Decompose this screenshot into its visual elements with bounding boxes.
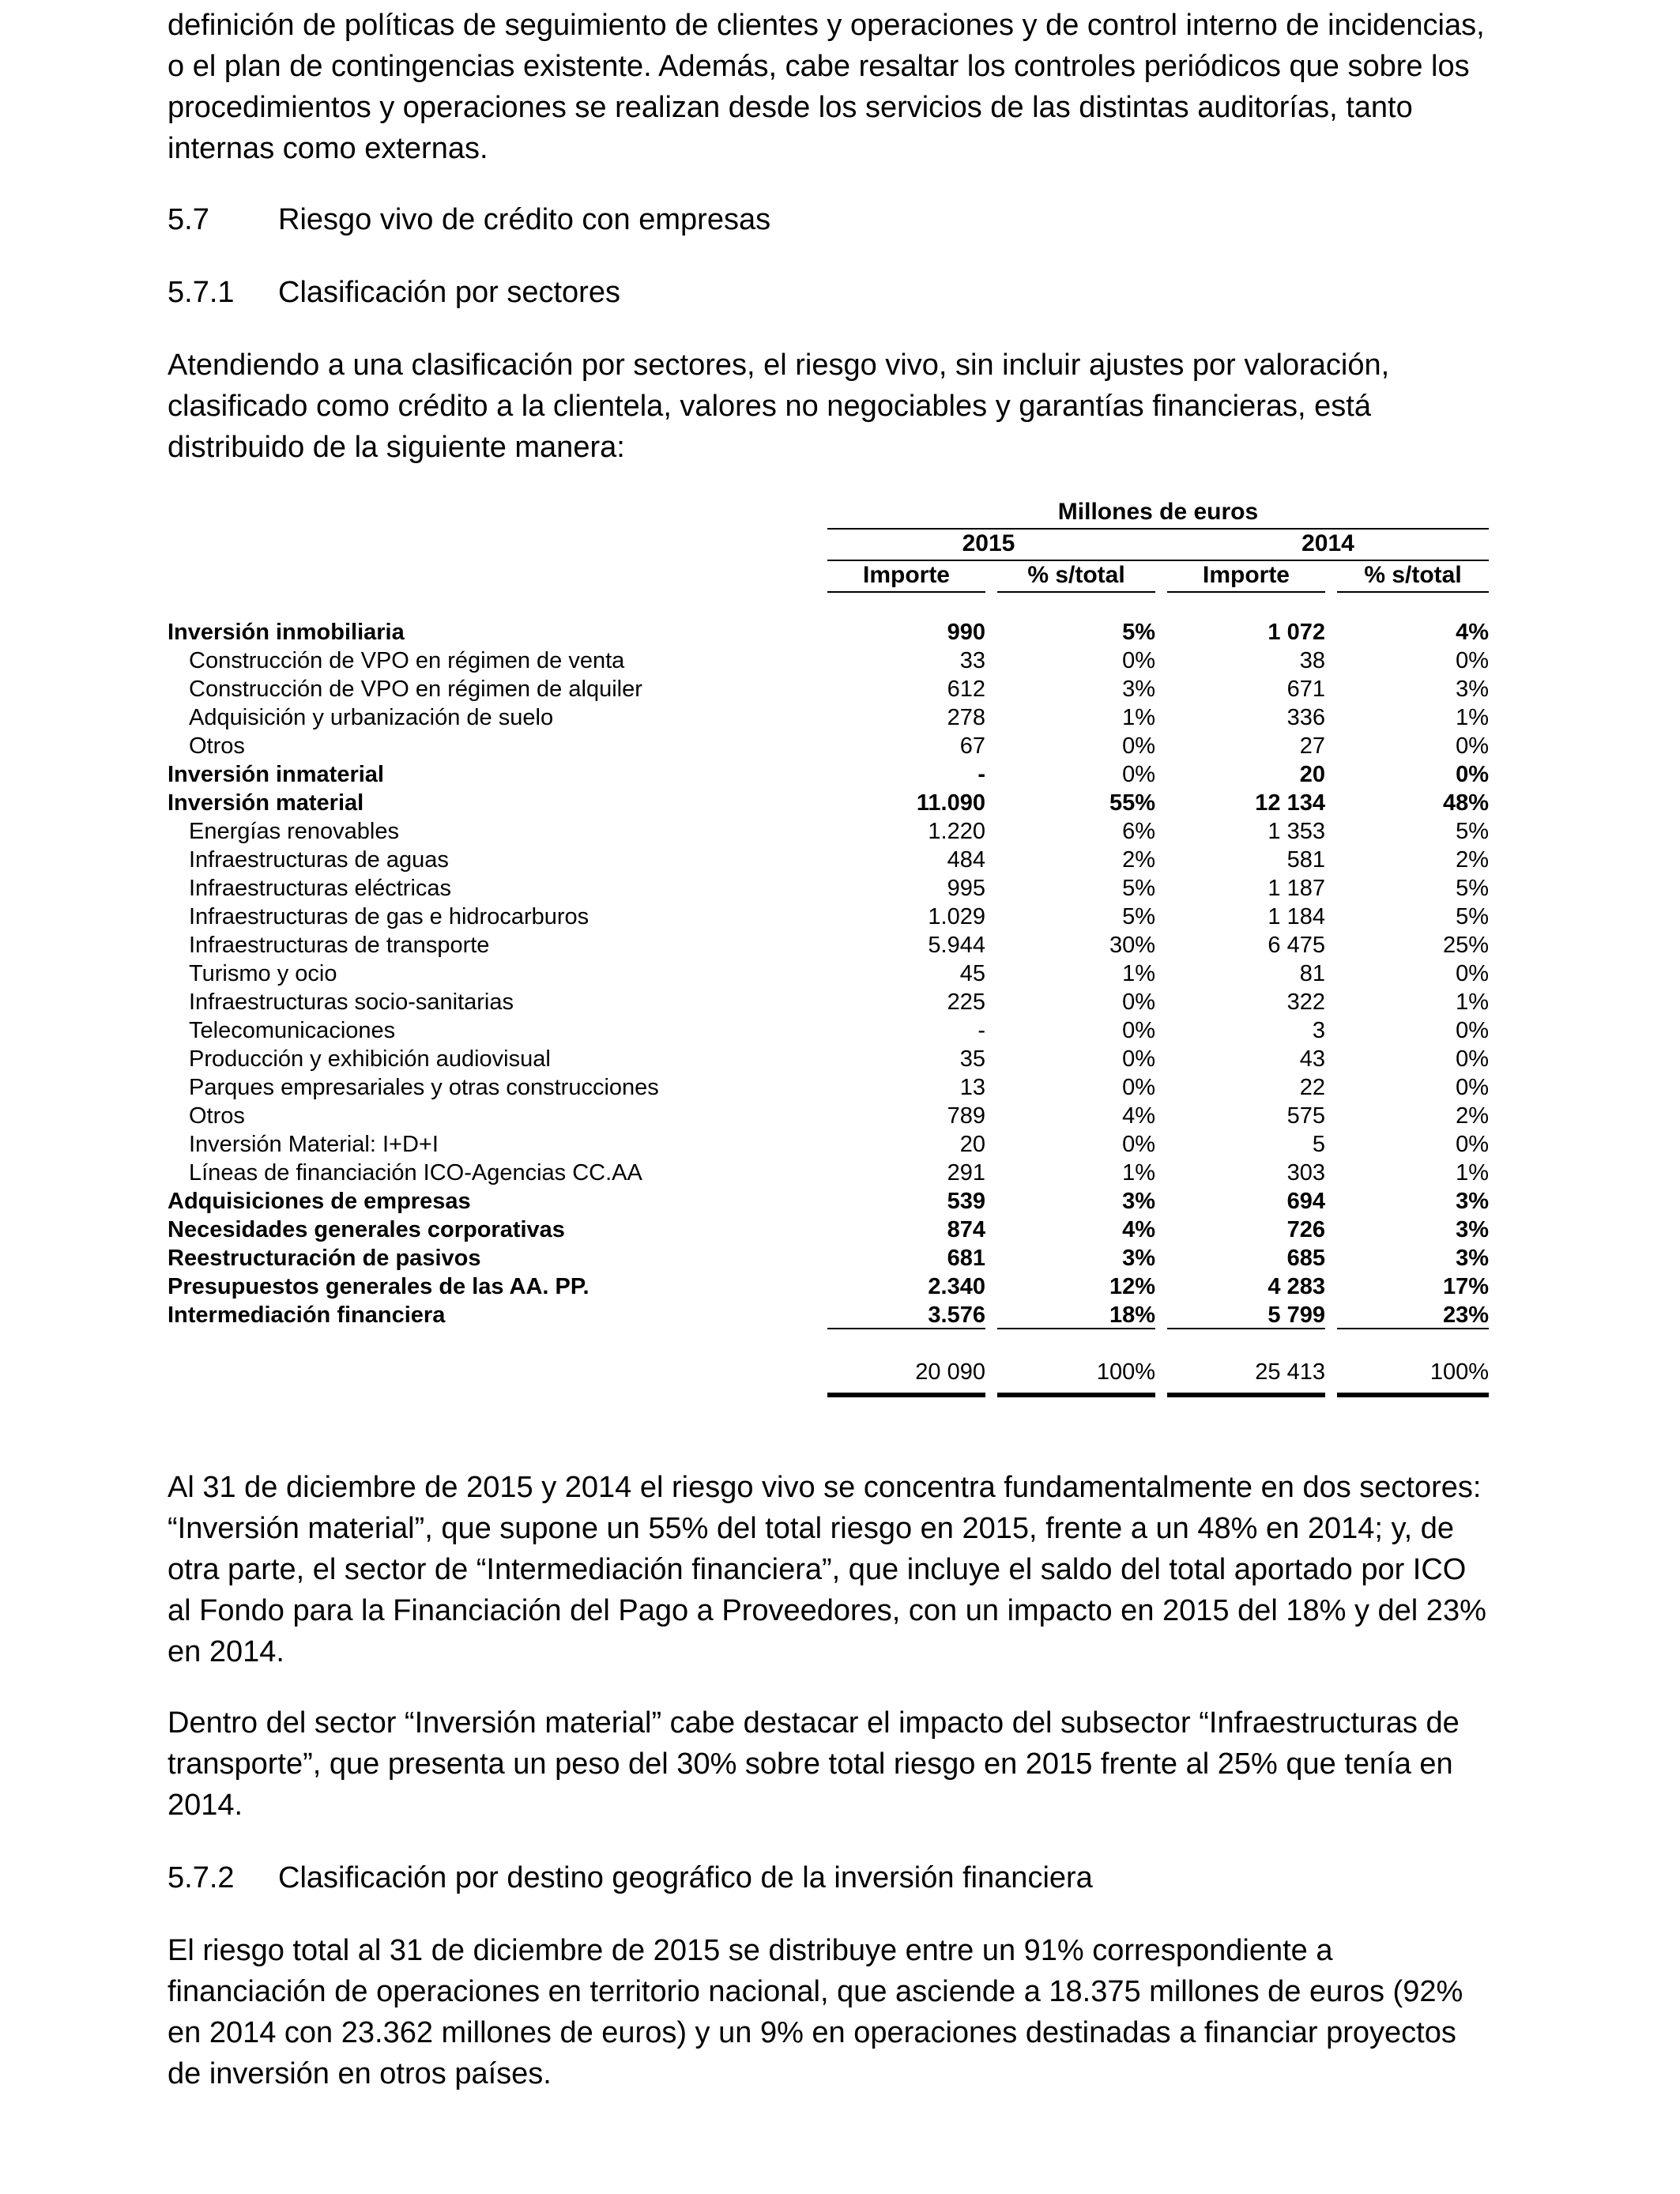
pct-2015: 30%	[1109, 933, 1155, 958]
importe-2015: 35	[959, 1046, 985, 1072]
col-header-importe-2015: Importe	[862, 562, 950, 588]
year-header-2015: 2015	[962, 530, 1015, 556]
row-label: Líneas de financiación ICO-Agencias CC.AA	[189, 1160, 642, 1186]
pct-2014: 0%	[1456, 1018, 1489, 1043]
subtotal-rule	[1167, 1328, 1325, 1329]
pct-2014: 1%	[1456, 990, 1489, 1015]
importe-2015: 990	[947, 620, 985, 645]
table-row	[168, 1102, 1495, 1130]
table-row	[168, 647, 1495, 675]
importe-2014: 27	[1299, 733, 1325, 759]
importe-2014: 322	[1286, 990, 1325, 1015]
pct-2015: 0%	[1122, 1132, 1155, 1157]
row-label: Otros	[189, 733, 245, 759]
table-row	[168, 817, 1495, 846]
table-row	[168, 988, 1495, 1016]
row-label: Inversión inmaterial	[168, 762, 384, 787]
importe-2015: 681	[947, 1246, 985, 1271]
importe-2015: 612	[947, 677, 985, 702]
importe-2014: 38	[1299, 648, 1325, 673]
importe-2015: 995	[947, 876, 985, 901]
table-row	[168, 874, 1495, 903]
total-pct-2015: 100%	[1096, 1359, 1155, 1385]
importe-2014: 1 072	[1268, 620, 1325, 645]
col-rule	[1167, 591, 1325, 593]
importe-2014: 22	[1299, 1075, 1325, 1100]
importe-2014: 726	[1286, 1217, 1325, 1242]
importe-2014: 6 475	[1268, 933, 1325, 958]
row-label: Producción y exhibición audiovisual	[189, 1046, 551, 1072]
table-row	[168, 903, 1495, 931]
pct-2015: 0%	[1122, 1046, 1155, 1072]
row-label: Adquisición y urbanización de suelo	[189, 705, 554, 730]
importe-2014: 20	[1299, 762, 1325, 787]
pct-2014: 3%	[1456, 1246, 1489, 1271]
importe-2015: 278	[947, 705, 985, 730]
table-row	[168, 618, 1495, 647]
importe-2014: 81	[1299, 961, 1325, 986]
table-row	[168, 1301, 1495, 1329]
pct-2014: 1%	[1456, 1160, 1489, 1186]
sector-classification-paragraph: Atendiendo a una clasificación por sectores, el riesgo vivo, sin incluir ajustes por valoración, clasificado como crédito a la clientela, valores no negociables y garantías financieras, está distribuido de la siguiente manera:	[168, 349, 1390, 464]
importe-2015: 20	[959, 1132, 985, 1157]
importe-2014: 685	[1286, 1246, 1325, 1271]
pct-2014: 4%	[1456, 620, 1489, 645]
pct-2015: 0%	[1122, 1075, 1155, 1100]
importe-2014: 581	[1286, 847, 1325, 873]
pct-2015: 6%	[1122, 819, 1155, 844]
pct-2014: 5%	[1456, 819, 1489, 844]
table-row	[168, 675, 1495, 703]
row-label: Construcción de VPO en régimen de venta	[189, 648, 625, 673]
pct-2014: 3%	[1456, 1189, 1489, 1214]
pct-2015: 0%	[1122, 733, 1155, 759]
col-rule	[827, 591, 985, 593]
transport-paragraph: Dentro del sector “Inversión material” cabe destacar el impacto del subsector “Infraestructuras de transporte”, que presenta un peso del 30% sobre total riesgo en 2015 frente al 25% que tenía en 2014.	[168, 1706, 1460, 1822]
importe-2015: 789	[947, 1103, 985, 1129]
row-label: Energías renovables	[189, 819, 399, 844]
section-5-7-1-heading	[168, 272, 620, 313]
table-row	[168, 1073, 1495, 1102]
subtotal-rule	[997, 1328, 1155, 1329]
unit-header: Millones de euros	[1057, 499, 1259, 525]
row-label: Construcción de VPO en régimen de alquiler	[189, 677, 642, 702]
pct-2014: 5%	[1456, 904, 1489, 929]
pct-2015: 4%	[1122, 1103, 1155, 1129]
pct-2015: 12%	[1109, 1274, 1155, 1299]
total-double-rule	[1337, 1393, 1489, 1397]
importe-2014: 3	[1312, 1018, 1325, 1043]
importe-2015: 13	[959, 1075, 985, 1100]
importe-2014: 5	[1312, 1132, 1325, 1157]
pct-2014: 0%	[1456, 648, 1489, 673]
table-row	[168, 1244, 1495, 1272]
row-label: Adquisiciones de empresas	[168, 1189, 471, 1214]
pct-2014: 25%	[1442, 933, 1489, 958]
row-label: Intermediación financiera	[168, 1302, 446, 1328]
pct-2014: 0%	[1456, 1075, 1489, 1100]
row-label: Infraestructuras eléctricas	[189, 876, 452, 901]
pct-2015: 1%	[1122, 961, 1155, 986]
row-label: Parques empresariales y otras construcciones	[189, 1075, 659, 1100]
importe-2014: 43	[1299, 1046, 1325, 1072]
pct-2015: 0%	[1122, 762, 1155, 787]
pct-2014: 2%	[1456, 847, 1489, 873]
subtotal-rule	[827, 1328, 985, 1329]
importe-2014: 1 187	[1268, 876, 1325, 901]
table-row	[168, 1016, 1495, 1045]
row-label: Reestructuración de pasivos	[168, 1246, 481, 1271]
importe-2015: 33	[959, 648, 985, 673]
importe-2014: 694	[1286, 1189, 1325, 1214]
importe-2014: 12 134	[1255, 790, 1325, 816]
table-row	[168, 846, 1495, 874]
importe-2015: 291	[947, 1160, 985, 1186]
row-label: Inversión inmobiliaria	[168, 620, 405, 645]
table-row	[168, 703, 1495, 732]
importe-2014: 575	[1286, 1103, 1325, 1129]
pct-2015: 1%	[1122, 705, 1155, 730]
importe-2015: 874	[947, 1217, 985, 1242]
concentration-paragraph: Al 31 de diciembre de 2015 y 2014 el riesgo vivo se concentra fundamentalmente en dos sectores: “Inversión material”, que supone un 55% del total riesgo en 2015, frente a un 48% en 2014; y, de otra parte, el sector de “Intermediación financiera”, que incluye el saldo del total aportado por ICO al Fondo para la Financiación del Pago a Proveedores, con un impacto en 2015 del 18% y del 23% en 2014.	[168, 1471, 1486, 1668]
table-row	[168, 732, 1495, 760]
pct-2014: 0%	[1456, 762, 1489, 787]
total-double-rule	[997, 1393, 1155, 1397]
importe-2014: 5 799	[1268, 1302, 1325, 1328]
pct-2014: 3%	[1456, 1217, 1489, 1242]
pct-2015: 1%	[1122, 1160, 1155, 1186]
section-number: 5.7	[168, 203, 209, 236]
table-row	[168, 1159, 1495, 1187]
row-label: Infraestructuras de gas e hidrocarburos	[189, 904, 590, 929]
total-double-rule	[827, 1393, 985, 1397]
importe-2014: 1 184	[1268, 904, 1325, 929]
importe-2015: 45	[959, 961, 985, 986]
total-pct-2014: 100%	[1430, 1359, 1489, 1385]
pct-2015: 3%	[1122, 677, 1155, 702]
table-row	[168, 1130, 1495, 1159]
pct-2014: 0%	[1456, 1046, 1489, 1072]
table-row	[168, 1045, 1495, 1073]
pct-2014: 1%	[1456, 705, 1489, 730]
pct-2015: 4%	[1122, 1217, 1155, 1242]
row-label: Otros	[189, 1103, 245, 1129]
row-label: Telecomunicaciones	[189, 1018, 396, 1043]
importe-2015: -	[977, 762, 985, 787]
importe-2014: 671	[1286, 677, 1325, 702]
importe-2015: 11.090	[916, 790, 985, 816]
importe-2015: 1.220	[928, 819, 985, 844]
pct-2015: 0%	[1122, 1018, 1155, 1043]
pct-2014: 48%	[1442, 790, 1489, 816]
intro-paragraph: definición de políticas de seguimiento de clientes y operaciones y de control interno de incidencias, o el plan de contingencias existente. Además, cabe resaltar los controles periódicos que sobre los procedimientos y operaciones se realizan desde los servicios de las distintas auditorías, tanto internas como externas.	[168, 9, 1485, 165]
subtotal-rule	[1337, 1328, 1489, 1329]
importe-2014: 1 353	[1268, 819, 1325, 844]
section-number: 5.7.2	[168, 1861, 235, 1894]
table-row	[168, 1216, 1495, 1244]
table-row	[168, 1187, 1495, 1216]
importe-2015: 225	[947, 990, 985, 1015]
pct-2015: 0%	[1122, 990, 1155, 1015]
importe-2015: -	[977, 1018, 985, 1043]
importe-2015: 67	[959, 733, 985, 759]
section-5-7-heading	[168, 199, 770, 240]
importe-2015: 2.340	[928, 1274, 985, 1299]
pct-2015: 3%	[1122, 1246, 1155, 1271]
year-header-2014: 2014	[1301, 530, 1354, 556]
row-label: Inversión Material: I+D+I	[189, 1132, 439, 1157]
row-label: Infraestructuras socio-sanitarias	[189, 990, 514, 1015]
importe-2014: 4 283	[1268, 1274, 1325, 1299]
col-header-pct-2015: % s/total	[1027, 562, 1125, 588]
importe-2015: 1.029	[928, 904, 985, 929]
importe-2015: 539	[947, 1189, 985, 1214]
pct-2015: 2%	[1122, 847, 1155, 873]
geographic-paragraph: El riesgo total al 31 de diciembre de 2015 se distribuye entre un 91% correspondiente a financiación de operaciones en territorio nacional, que asciende a 18.375 millones de euros (92% en 2014 con 23.362 millones de euros) y un 9% en operaciones destinadas a financiar proyectos de inversión en otros países.	[168, 1934, 1463, 2090]
importe-2014: 336	[1286, 705, 1325, 730]
total-double-rule	[1167, 1393, 1325, 1397]
pct-2014: 3%	[1456, 677, 1489, 702]
col-rule	[997, 591, 1155, 593]
row-label: Infraestructuras de transporte	[189, 933, 490, 958]
pct-2015: 5%	[1122, 620, 1155, 645]
section-title: Riesgo vivo de crédito con empresas	[278, 203, 771, 236]
section-title: Clasificación por sectores	[278, 276, 620, 309]
pct-2014: 0%	[1456, 1132, 1489, 1157]
pct-2015: 5%	[1122, 904, 1155, 929]
pct-2015: 0%	[1122, 648, 1155, 673]
row-label: Inversión material	[168, 790, 364, 816]
pct-2014: 5%	[1456, 876, 1489, 901]
row-label: Infraestructuras de aguas	[189, 847, 449, 873]
pct-2014: 0%	[1456, 733, 1489, 759]
row-label: Turismo y ocio	[189, 961, 337, 986]
table-row	[168, 931, 1495, 959]
importe-2015: 3.576	[928, 1302, 985, 1328]
total-row	[168, 1358, 1495, 1386]
importe-2015: 5.944	[928, 933, 985, 958]
pct-2015: 55%	[1109, 790, 1155, 816]
pct-2015: 5%	[1122, 876, 1155, 901]
total-importe-2015: 20 090	[915, 1359, 985, 1385]
section-number: 5.7.1	[168, 276, 235, 309]
col-header-pct-2014: % s/total	[1364, 562, 1462, 588]
table-row	[168, 760, 1495, 789]
row-label: Presupuestos generales de las AA. PP.	[168, 1274, 590, 1299]
pct-2014: 0%	[1456, 961, 1489, 986]
pct-2014: 2%	[1456, 1103, 1489, 1129]
pct-2015: 18%	[1109, 1302, 1155, 1328]
importe-2014: 303	[1286, 1160, 1325, 1186]
table-row	[168, 959, 1495, 988]
total-importe-2014: 25 413	[1255, 1359, 1325, 1385]
col-header-importe-2014: Importe	[1202, 562, 1290, 588]
section-5-7-2-heading	[168, 1857, 1093, 1898]
pct-2015: 3%	[1122, 1189, 1155, 1214]
table-row	[168, 1272, 1495, 1301]
importe-2015: 484	[947, 847, 985, 873]
col-rule	[1337, 591, 1489, 593]
pct-2014: 17%	[1442, 1274, 1489, 1299]
row-label: Necesidades generales corporativas	[168, 1217, 565, 1242]
table-row	[168, 789, 1495, 817]
pct-2014: 23%	[1442, 1302, 1489, 1328]
section-title: Clasificación por destino geográfico de la inversión financiera	[278, 1861, 1093, 1894]
